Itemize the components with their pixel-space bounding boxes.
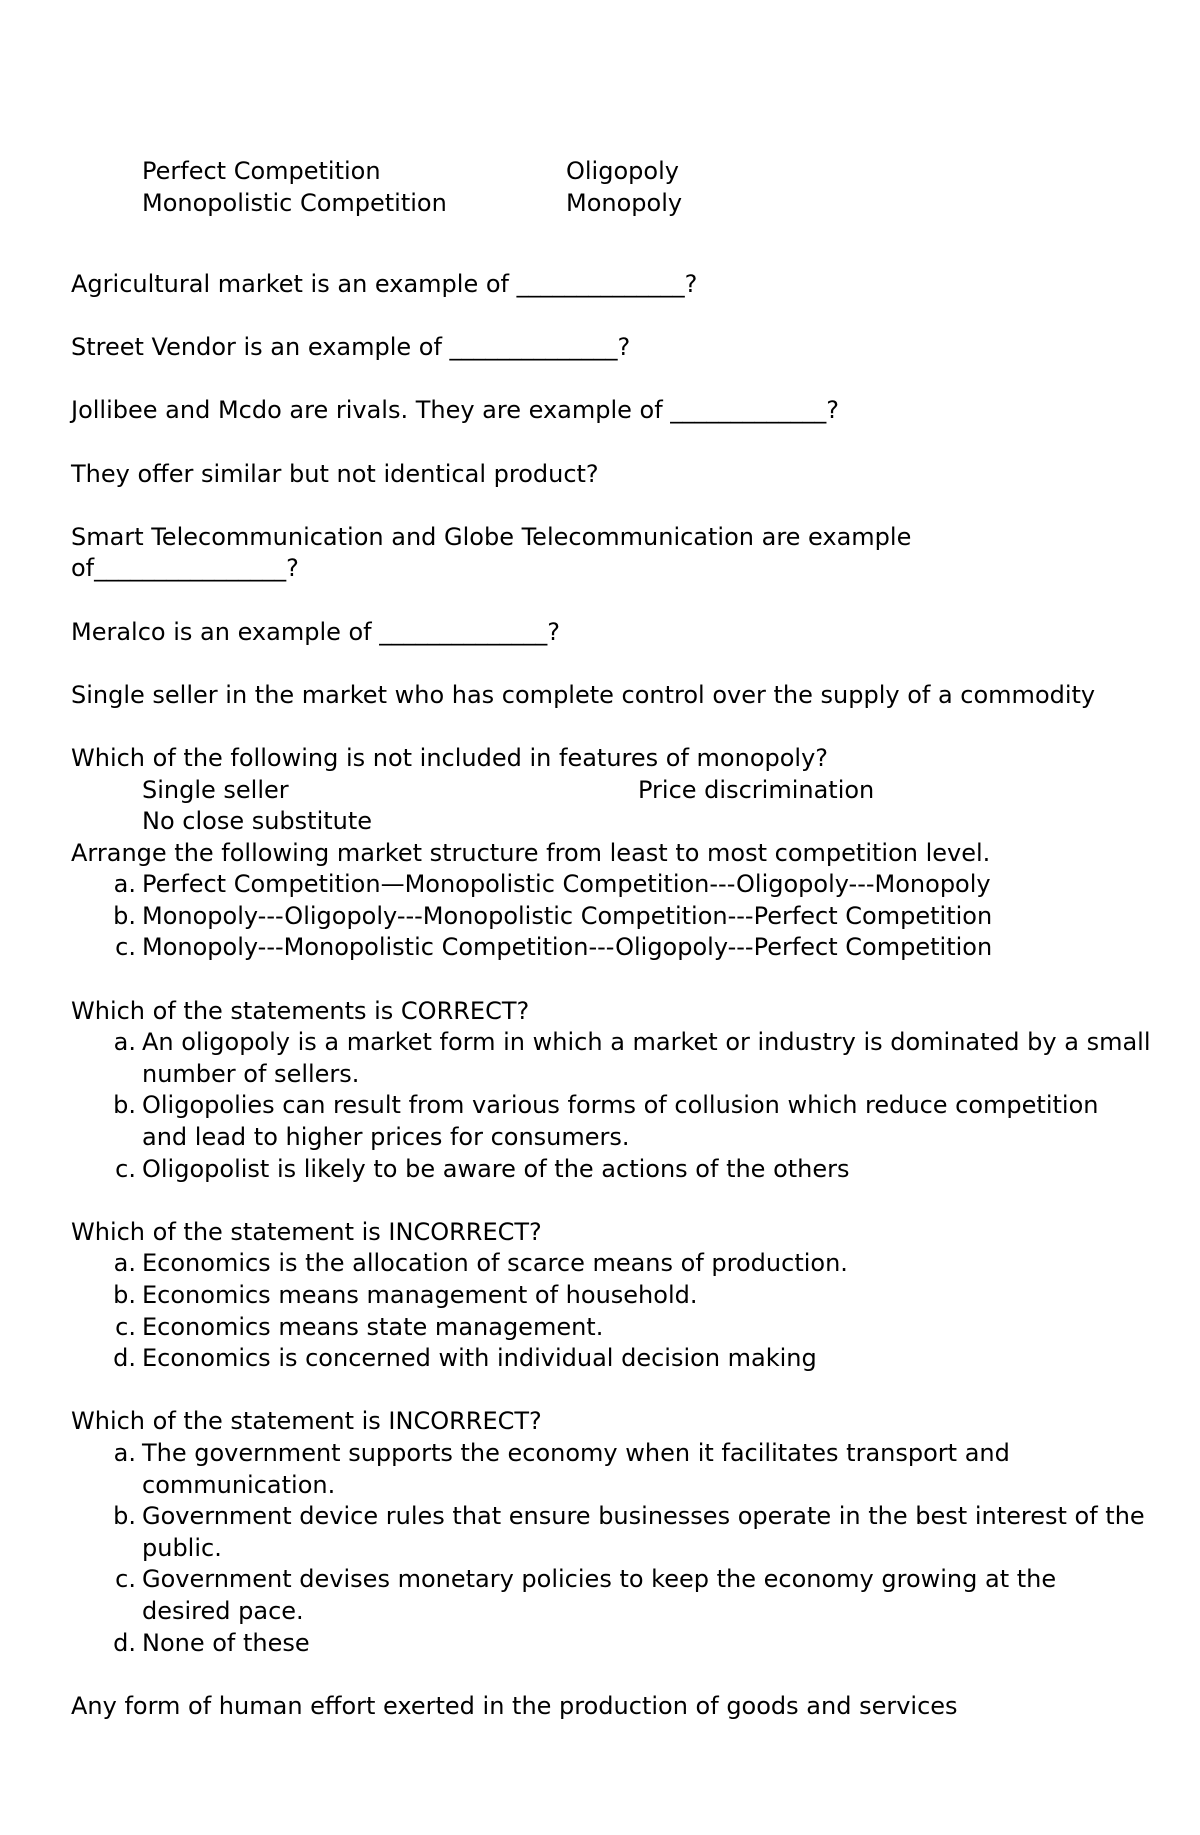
- option-text: Economics is concerned with individual decision making: [142, 1344, 817, 1373]
- list-item: [71, 1248, 1151, 1280]
- option-text: An oligopoly is a market form in which a market or industry is dominated by a small number of sellers.: [142, 1028, 1151, 1088]
- list-item: [71, 1343, 1151, 1375]
- list-item: [71, 1564, 1151, 1627]
- market-type-perfect-competition: Perfect Competition: [142, 157, 381, 185]
- market-types-row: [142, 156, 842, 188]
- option-letter: b.: [113, 1091, 136, 1120]
- question-1: Agricultural market is an example of ______________?: [71, 270, 698, 298]
- list-item: [71, 1154, 1151, 1186]
- question-8-options: [71, 775, 1151, 807]
- question-10: Which of the statements is CORRECT?: [71, 996, 530, 1025]
- option-text: Economics is the allocation of scarce means of production.: [142, 1249, 848, 1278]
- option-text: Perfect Competition—Monopolistic Competition---Oligopoly---Monopoly: [142, 870, 991, 899]
- list-item: [71, 901, 1151, 933]
- option-text: Economics means management of household.: [142, 1281, 698, 1309]
- option-text: The government supports the economy when it facilitates transport and communication.: [142, 1438, 1010, 1499]
- questions: [71, 269, 1151, 1722]
- option-price-discrimination: Price discrimination: [638, 775, 875, 804]
- option-letter: b.: [113, 1502, 136, 1531]
- list-item: [71, 1280, 1151, 1312]
- market-type-monopolistic-competition: Monopolistic Competition: [142, 188, 447, 217]
- list-item: [71, 1090, 1151, 1153]
- question-12: Which of the statement is INCORRECT?: [71, 1407, 542, 1436]
- question-10-options: [71, 1027, 1151, 1185]
- option-text: Oligopolies can result from various forms of collusion which reduce competition and lead to higher prices for consumers.: [142, 1091, 1099, 1152]
- question-11-options: [71, 1248, 1151, 1374]
- option-no-close-substitute: No close substitute: [142, 807, 373, 836]
- question-7: Single seller in the market who has complete control over the supply of a commodity: [71, 680, 1096, 709]
- question-4: They offer similar but not identical product?: [71, 459, 599, 488]
- option-text: Monopoly---Oligopoly---Monopolistic Competition---Perfect Competition: [142, 901, 993, 930]
- question-9-options: [71, 869, 1151, 964]
- question-12-options: [71, 1438, 1151, 1659]
- list-item: [71, 1027, 1151, 1090]
- question-5-line2: of________________?: [71, 554, 299, 583]
- option-single-seller: Single seller: [142, 775, 289, 804]
- option-letter: d.: [113, 1344, 136, 1373]
- list-item: [71, 1501, 1151, 1564]
- option-letter: b.: [113, 901, 136, 930]
- list-item: [71, 869, 1151, 901]
- list-item: [71, 1628, 1151, 1660]
- option-text: Economics means state management.: [142, 1312, 604, 1341]
- question-3: Jollibee and Mcdo are rivals. They are example of _____________?: [71, 396, 840, 425]
- option-text: Monopoly---Monopolistic Competition---Oligopoly---Perfect Competition: [142, 933, 993, 962]
- market-type-monopoly: Monopoly: [566, 188, 683, 217]
- option-letter: c.: [115, 1154, 136, 1183]
- option-text: Government devises monetary policies to keep the economy growing at the desired pace.: [142, 1565, 1057, 1625]
- option-letter: a.: [113, 1028, 136, 1057]
- option-text: None of these: [142, 1628, 310, 1657]
- option-letter: d.: [113, 1628, 136, 1657]
- list-item: [71, 1312, 1151, 1344]
- option-letter: a.: [113, 1438, 136, 1467]
- question-9: Arrange the following market structure from least to most competition level.: [71, 838, 991, 867]
- question-6: Meralco is an example of ______________?: [71, 617, 560, 646]
- market-types-row: [142, 188, 842, 220]
- list-item: [71, 1438, 1151, 1501]
- option-letter: c.: [115, 1565, 136, 1594]
- market-type-oligopoly: Oligopoly: [566, 157, 679, 185]
- question-5-line1: Smart Telecommunication and Globe Telecommunication are example: [71, 522, 912, 551]
- option-letter: b.: [113, 1281, 136, 1309]
- question-11: Which of the statement is INCORRECT?: [71, 1217, 542, 1246]
- option-letter: c.: [115, 933, 136, 962]
- question-13: Any form of human effort exerted in the production of goods and services: [71, 1691, 958, 1720]
- question-8: Which of the following is not included in features of monopoly?: [71, 743, 829, 772]
- question-2: Street Vendor is an example of ______________?: [71, 333, 631, 362]
- option-text: Government device rules that ensure businesses operate in the best interest of the public.: [142, 1502, 1145, 1562]
- market-types-grid: [142, 156, 842, 219]
- option-letter: a.: [113, 870, 136, 899]
- option-letter: a.: [113, 1249, 136, 1278]
- option-letter: c.: [115, 1312, 136, 1341]
- list-item: [71, 932, 1151, 964]
- option-text: Oligopolist is likely to be aware of the actions of the others: [142, 1154, 850, 1183]
